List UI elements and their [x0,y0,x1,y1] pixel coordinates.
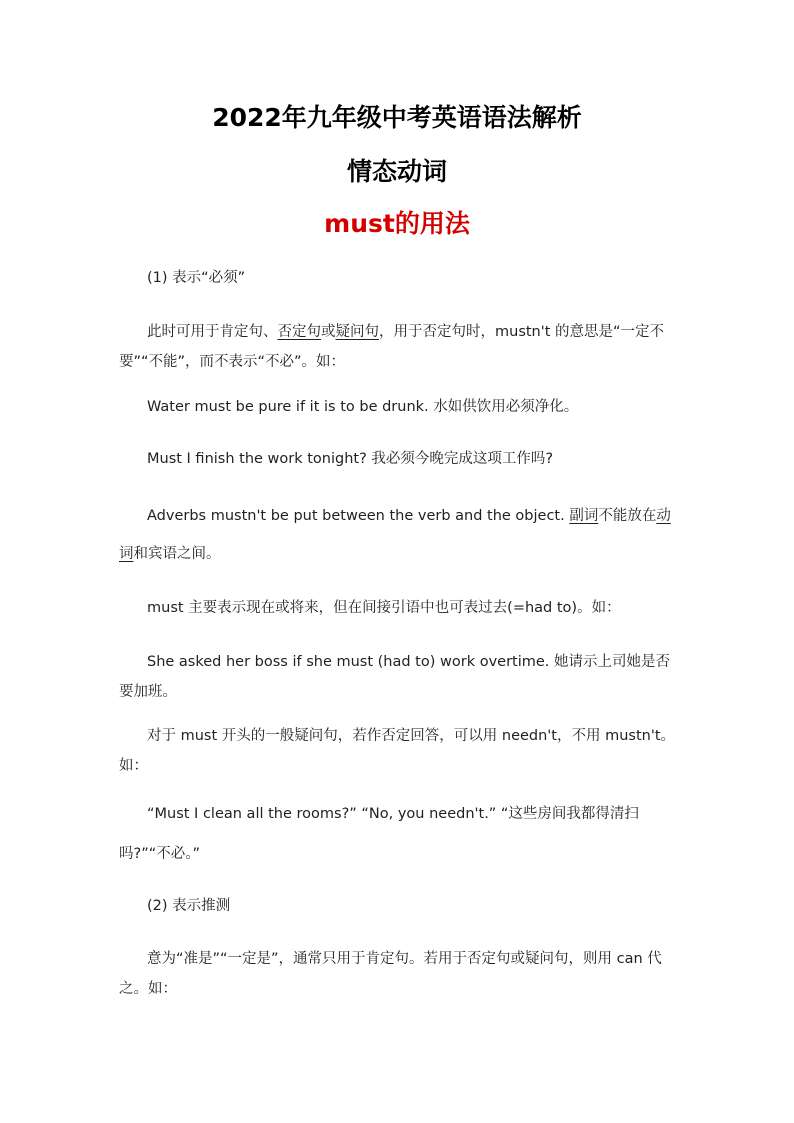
section-2-heading: (2) 表示推测 [147,898,231,914]
example-2: Must I finish the work tonight? 我必须今晚完成这项工作吗? [147,451,554,467]
underlined-term-adverb: 副词 [569,508,599,524]
example-3-text-e: 和宾语之间。 [133,546,221,562]
example-3-text-a: Adverbs mustn't be put between the verb and the object. [147,508,570,524]
paragraph-4: 意为“准是”“一定是”，通常只用于肯定句。若用于否定句或疑问句，则用 can 代之。如： [119,951,662,997]
underlined-term-negative: 否定句 [277,324,321,340]
example-3 [119,497,679,573]
underlined-term-question: 疑问句 [335,324,379,340]
example-3-text-c: 不能放在 [598,508,657,524]
example-5: “Must I clean all the rooms?” “No, you needn't.” “这些房间我都得清扫吗?”“不必。” [119,806,639,862]
paragraph-1-text-c: 或 [321,324,336,340]
underlined-term-verb: 动词 [119,508,671,562]
paragraph-1 [119,317,679,377]
paragraph-1-text-e: ，用于否定句时，mustn't 的意思是“一定不要”“不能”，而不表示“不必”。如： [119,324,665,370]
section-1-heading: (1) 表示“必须” [147,270,246,286]
example-4: She asked her boss if she must (had to) work overtime. 她请示上司她是否要加班。 [119,654,671,700]
paragraph-1-text-a: 此时可用于肯定句、 [147,324,278,340]
paragraph-3: 对于 must 开头的一般疑问句，若作否定回答，可以用 needn't，不用 mustn't。如： [119,728,676,774]
paragraph-2: must 主要表示现在或将来，但在间接引语中也可表过去(=had to)。如： [147,600,621,616]
example-1: Water must be pure if it is to be drunk. 水如供饮用必须净化。 [147,399,579,415]
topic-title: must的用法 [324,209,470,238]
main-title: 2022年九年级中考英语语法解析 [212,103,582,132]
sub-title: 情态动词 [346,157,447,186]
